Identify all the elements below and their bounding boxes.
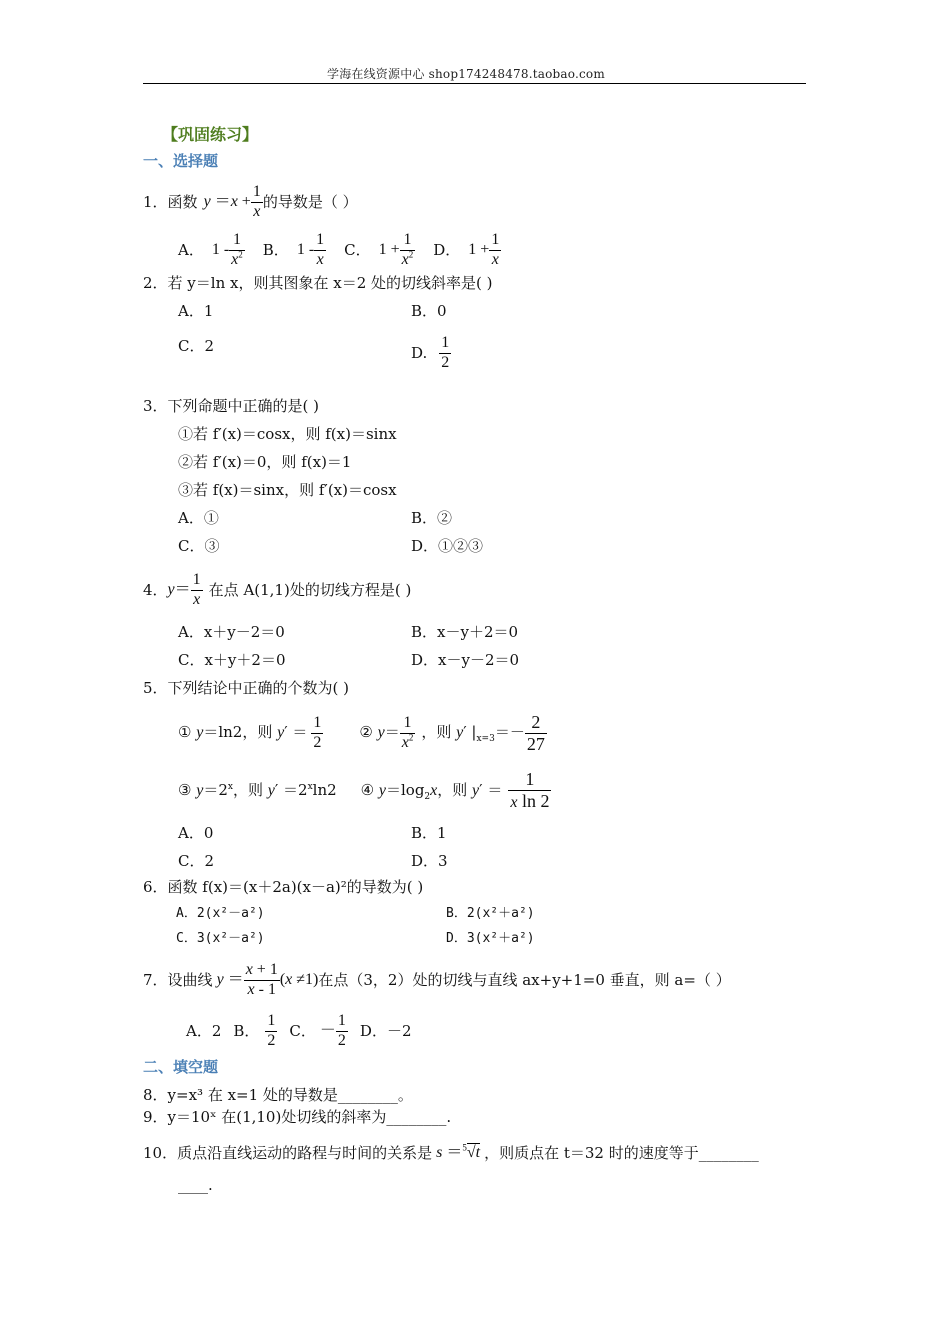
option-a[interactable]: A．x＋y－2＝0: [178, 623, 285, 641]
question-3: 3．下列命题中正确的是( ): [143, 397, 320, 415]
option-b[interactable]: B．0: [411, 302, 447, 320]
option-c[interactable]: C．x＋y＋2＝0: [178, 651, 286, 669]
option-c[interactable]: C．2: [178, 337, 215, 355]
question-5-line1: ① y＝ln2，则 y′ ＝ $\frac{1}{2}$ ② y＝ $\frac{1}{x^2}$ ，则 y′ $|_{x=3}=-$ $\frac{2}{27}$: [178, 711, 545, 754]
option-d[interactable]: D．－2: [359, 1021, 412, 1040]
option-d[interactable]: D．3: [411, 852, 448, 870]
question-10: 10．质点沿直线运动的路程与时间的关系是 s ＝$^5$√t ，则质点在 t＝32 时的速度等于________: [143, 1142, 759, 1162]
statement-3: ③若 f(x)＝sinx，则 f′(x)＝cosx: [178, 481, 397, 499]
question-8: 8．y=x³ 在 x=1 处的导数是________。: [143, 1086, 413, 1104]
option-a[interactable]: A．0: [178, 824, 214, 842]
question-1-options: A． 1 - $\frac{1}{x^2}$ B． 1 - $\frac{1}{x}$ C． 1 + $\frac{1}{x^2}$ D． 1 + $\frac{1}{x}$: [178, 231, 500, 268]
option-b[interactable]: B．x－y＋2＝0: [411, 623, 519, 641]
question-6: 6．函数 f(x)＝(x＋2a)(x－a)²的导数为( ): [143, 878, 424, 896]
section-choice: 一、选择题: [143, 152, 219, 170]
option-c[interactable]: C．: [289, 1021, 316, 1040]
option-d[interactable]: D．x－y－2＝0: [411, 651, 520, 669]
question-10-continuation: ____.: [178, 1176, 213, 1194]
option-c[interactable]: C．2: [178, 852, 215, 870]
question-9: 9．y＝10ˣ 在(1,10)处切线的斜率为________.: [143, 1108, 452, 1126]
question-7: 7． 设曲线 y ＝ $\frac{x + 1}{x - 1}$ (x ≠1) 在点（3，2）处的切线与直线 ax+y+1=0 垂直，则 a=（ ）: [143, 961, 731, 998]
section-title: 【巩固练习】: [162, 125, 259, 144]
page-header: 学海在线资源中心 shop174248478.taobao.com: [327, 67, 605, 81]
question-5-line2: ③ $y=2^x$，则 $y' =2^x\ln 2$ ④ $y=\log_2x$，则 y′ ＝ $\frac{1}{\text{x ln 2}}$: [178, 769, 550, 812]
option-b[interactable]: B．: [233, 1021, 260, 1040]
header-rule: [143, 83, 806, 84]
question-5: 5．下列结论中正确的个数为( ): [143, 679, 350, 697]
option-b[interactable]: B．1: [411, 824, 447, 842]
statement-2: ②若 f′(x)＝0，则 f(x)＝1: [178, 453, 352, 471]
option-c[interactable]: C．: [344, 240, 371, 259]
option-c[interactable]: C．③: [178, 537, 220, 555]
option-a[interactable]: A．2(x²－a²): [176, 906, 265, 921]
option-d[interactable]: D．3(x²＋a²): [446, 931, 535, 946]
option-c[interactable]: C．3(x²－a²): [176, 931, 265, 946]
option-a[interactable]: A．2: [186, 1021, 222, 1040]
option-b[interactable]: B．②: [411, 509, 453, 527]
option-d[interactable]: D．①②③: [411, 537, 484, 555]
question-2: 2．若 y＝ln x，则其图象在 x＝2 处的切线斜率是( ): [143, 274, 493, 292]
question-4: 4． y＝ $\frac{1}{x}$ 在点 A(1,1)处的切线方程是( ): [143, 571, 412, 608]
option-d[interactable]: D.: [411, 343, 428, 362]
option-d[interactable]: D．: [433, 240, 461, 259]
option-a[interactable]: A．1: [178, 302, 214, 320]
statement-1: ①若 f′(x)＝cosx，则 f(x)＝sinx: [178, 425, 397, 443]
option-a[interactable]: A．: [178, 240, 204, 259]
option-b[interactable]: B．: [262, 240, 289, 259]
option-b[interactable]: B．2(x²＋a²): [446, 906, 535, 921]
section-fill: 二、填空题: [143, 1058, 219, 1076]
question-7-options: A．2 B． $\frac{1}{2}$ C． － $\frac{1}{2}$ D．－2: [186, 1012, 412, 1049]
question-1: 1． 函数 y ＝x + $\frac{1}{x}$ 的导数是（ ）: [143, 183, 358, 220]
option-d-wrap: D. $\frac{1}{2}$: [411, 334, 450, 371]
option-a[interactable]: A．①: [178, 509, 219, 527]
